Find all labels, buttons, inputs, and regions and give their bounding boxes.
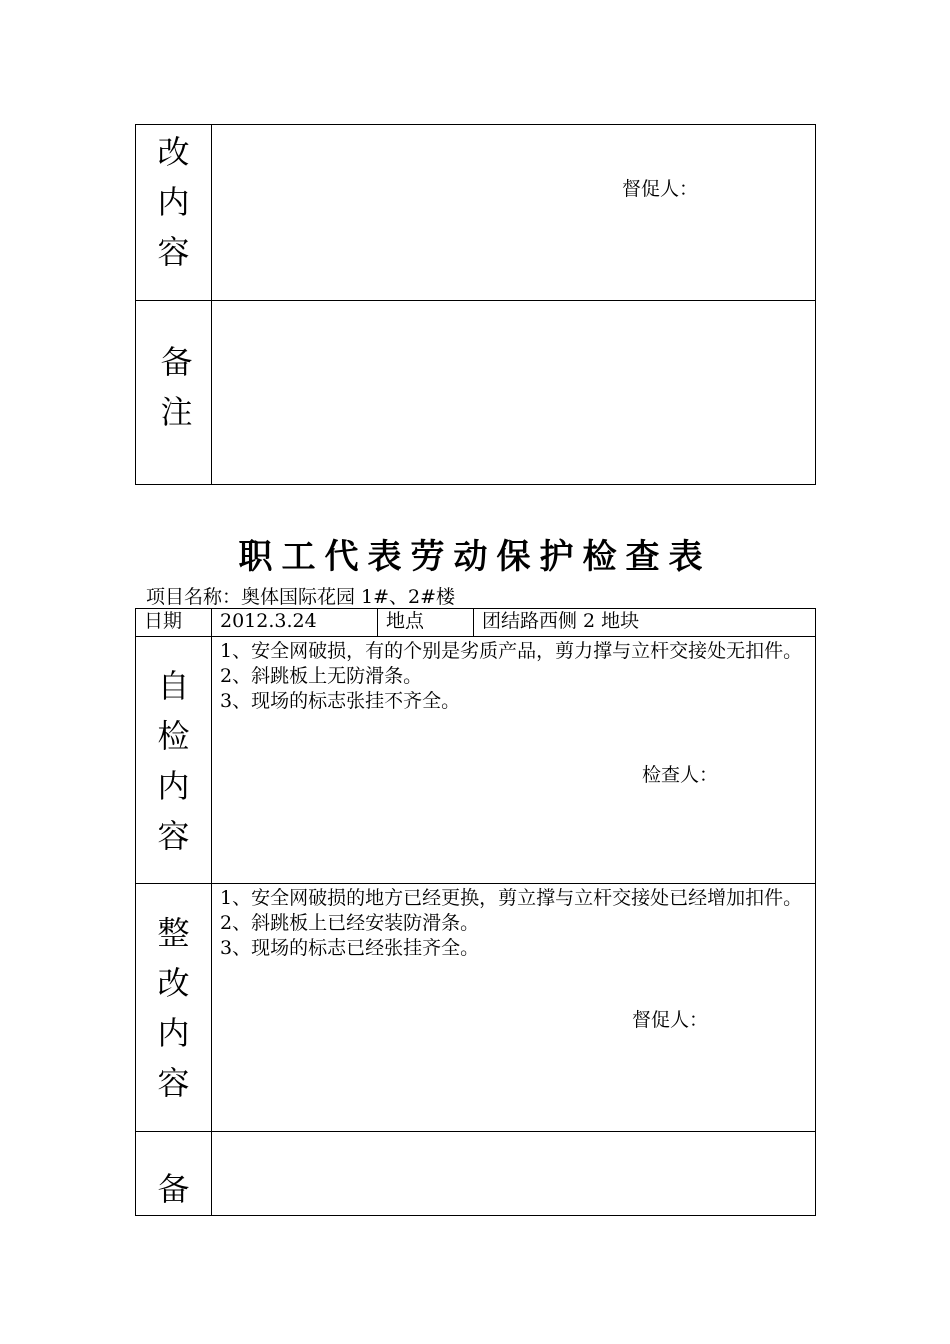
remarks-label-cell	[136, 1132, 212, 1215]
finding-line: 1、安全网破损，有的个别是劣质产品，剪力撑与立杆交接处无扣件。	[220, 640, 803, 662]
label-char: 备	[160, 343, 193, 381]
self-check-content-cell	[212, 637, 815, 884]
finding-line: 2、斜跳板上无防滑条。	[220, 665, 423, 687]
supervisor-signature-label: 督促人：	[622, 178, 699, 200]
self-check-row	[136, 636, 815, 884]
rectify-content-cell	[212, 884, 815, 1132]
action-line: 2、斜跳板上已经安装防滑条。	[220, 912, 480, 934]
self-check-label	[136, 661, 211, 861]
location-value: 团结路西侧 2 地块	[482, 610, 640, 632]
rectify-label-cell	[136, 884, 212, 1132]
label-char: 改	[157, 964, 190, 1002]
rectify-actions	[220, 886, 809, 961]
self-check-findings	[220, 639, 809, 714]
remarks-content-cell	[212, 301, 815, 484]
label-char: 整	[157, 914, 190, 952]
inspection-table	[135, 608, 816, 1216]
remarks-row	[136, 1131, 815, 1215]
label-char: 内	[157, 183, 190, 221]
rectify-content-cell	[212, 125, 815, 300]
supervisor-signature-label: 督促人：	[632, 1009, 709, 1031]
label-char: 容	[157, 1064, 190, 1102]
remarks-label	[136, 1164, 211, 1214]
rectify-row	[136, 883, 815, 1132]
inspector-signature-label: 检查人：	[642, 764, 719, 786]
label-char: 注	[160, 393, 193, 431]
label-char: 检	[157, 717, 190, 755]
continued-table	[135, 124, 816, 485]
remarks-row	[136, 300, 815, 484]
action-line: 1、安全网破损的地方已经更换，剪立撑与立杆交接处已经增加扣件。	[220, 887, 803, 909]
form-title: 职工代表劳动保护检查表	[238, 537, 712, 577]
rectify-label	[136, 127, 211, 277]
rectify-label-cell	[136, 125, 212, 300]
remarks-content-cell	[212, 1132, 815, 1215]
self-check-label-cell	[136, 637, 212, 884]
label-char: 容	[157, 817, 190, 855]
label-char: 自	[157, 667, 190, 705]
date-label: 日期	[136, 609, 212, 636]
label-char: 备	[157, 1170, 190, 1208]
date-value: 2012.3.24	[212, 609, 378, 636]
label-char: 内	[157, 1014, 190, 1052]
label-char: 改	[157, 133, 190, 171]
location-label: 地点	[378, 609, 474, 636]
remarks-label-cell	[136, 301, 212, 484]
action-line: 3、现场的标志已经张挂齐全。	[220, 937, 480, 959]
finding-line: 3、现场的标志张挂不齐全。	[220, 690, 461, 712]
project-name-line: 项目名称：奥体国际花园 1#、2#楼	[146, 586, 456, 608]
info-row	[136, 609, 815, 636]
label-char: 容	[157, 233, 190, 271]
remarks-label	[142, 337, 211, 437]
rectify-row-continued	[136, 125, 815, 300]
label-char: 内	[157, 767, 190, 805]
rectify-label	[136, 908, 211, 1108]
